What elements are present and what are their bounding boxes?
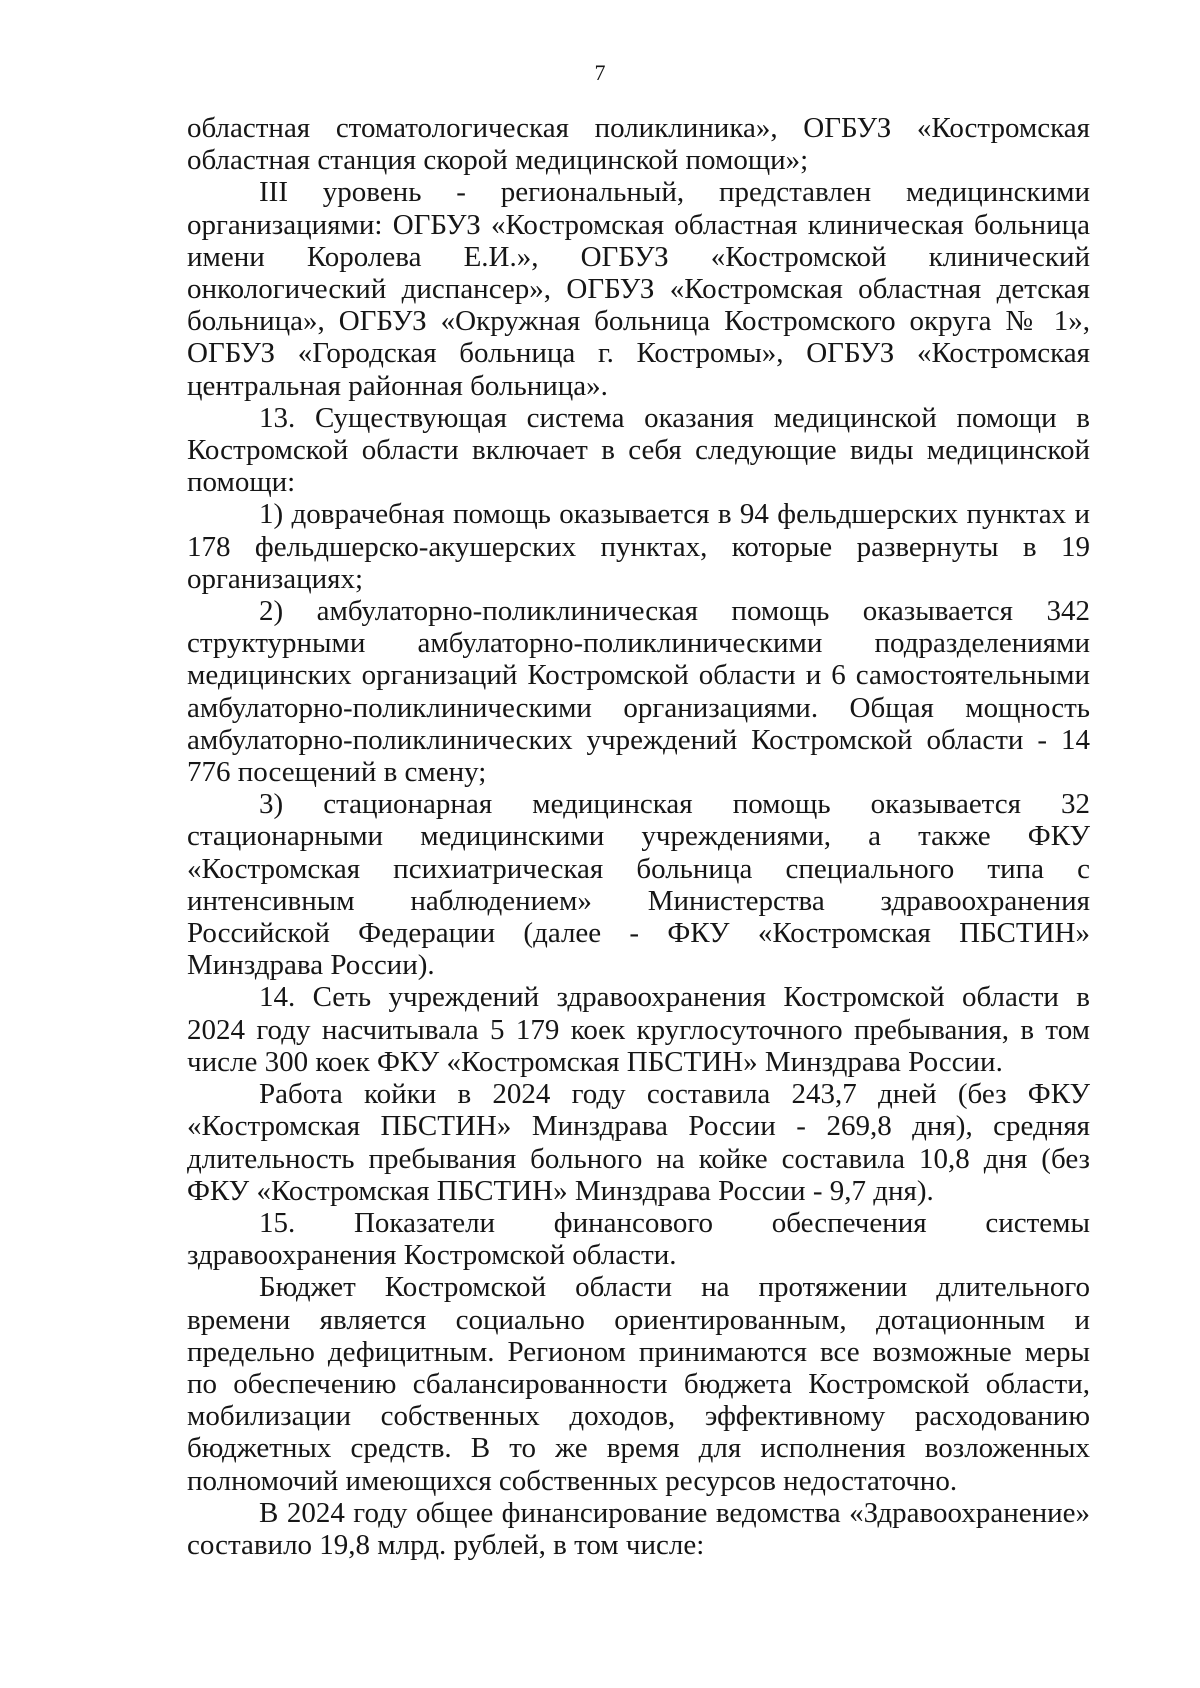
paragraph-subitem-3: 3) стационарная медицинская помощь оказывается 32 стационарными медицинскими учреждениями, а также ФКУ «Костромская психиатрическая больница специального типа с интенсивным наблюдением» Министерства здравоохранения Российской Федерации (далее - ФКУ «Костромская ПБСТИН» Минздрава России). xyxy=(187,788,1090,982)
paragraph-item-13: 13. Существующая система оказания медицинской помощи в Костромской области включает в себя следующие виды медицинской помощи: xyxy=(187,401,1090,499)
document-body xyxy=(187,112,1090,1561)
paragraph-subitem-1: 1) доврачебная помощь оказывается в 94 фельдшерских пунктах и 178 фельдшерско-акушерских пунктах, которые развернуты в 19 организациях; xyxy=(187,498,1090,595)
paragraph-bed-work: Работа койки в 2024 году составила 243,7 дней (без ФКУ «Костромская ПБСТИН» Минздрава России - 269,8 дня), средняя длительность пребывания больного на койке составила 10,8 дня (без ФКУ «Костромская ПБСТИН» Минздрава России - 9,7 дня). xyxy=(187,1078,1090,1207)
paragraph-budget: Бюджет Костромской области на протяжении длительного времени является социально ориентированным, дотационным и предельно дефицитным. Регионом принимаются все возможные меры по обеспечению сбалансированности бюджета Костромской области, мобилизации собственных доходов, эффективному расходованию бюджетных средств. В то же время для исполнения возложенных полномочий имеющихся собственных ресурсов недостаточно. xyxy=(187,1271,1090,1497)
paragraph-item-15: 15. Показатели финансового обеспечения системы здравоохранения Костромской области. xyxy=(187,1206,1090,1272)
paragraph-level-three: III уровень - региональный, представлен медицинскими организациями: ОГБУЗ «Костромская областная клиническая больница имени Королева Е.И.», ОГБУЗ «Костромской клинический онкологический диспансер», ОГБУЗ «Костромская областная детская больница», ОГБУЗ «Окружная больница Костромского округа № 1», ОГБУЗ «Городская больница г. Костромы», ОГБУЗ «Костромская центральная районная больница». xyxy=(187,176,1090,402)
paragraph-subitem-2: 2) амбулаторно-поликлиническая помощь оказывается 342 структурными амбулаторно-поликлиническими подразделениями медицинских организаций Костромской области и 6 самостоятельными амбулаторно-поликлиническими организациями. Общая мощность амбулаторно-поликлинических учреждений Костромской области - 14 776 посещений в смену; xyxy=(187,595,1090,789)
paragraph-continuation: областная стоматологическая поликлиника», ОГБУЗ «Костромская областная станция скорой медицинской помощи»; xyxy=(187,112,1090,177)
page-number: 7 xyxy=(594,60,606,85)
paragraph-financing: В 2024 году общее финансирование ведомства «Здравоохранение» составило 19,8 млрд. рублей, в том числе: xyxy=(187,1496,1090,1561)
paragraph-item-14: 14. Сеть учреждений здравоохранения Костромской области в 2024 году насчитывала 5 179 коек круглосуточного пребывания, в том числе 300 коек ФКУ «Костромская ПБСТИН» Минздрава России. xyxy=(187,981,1090,1078)
